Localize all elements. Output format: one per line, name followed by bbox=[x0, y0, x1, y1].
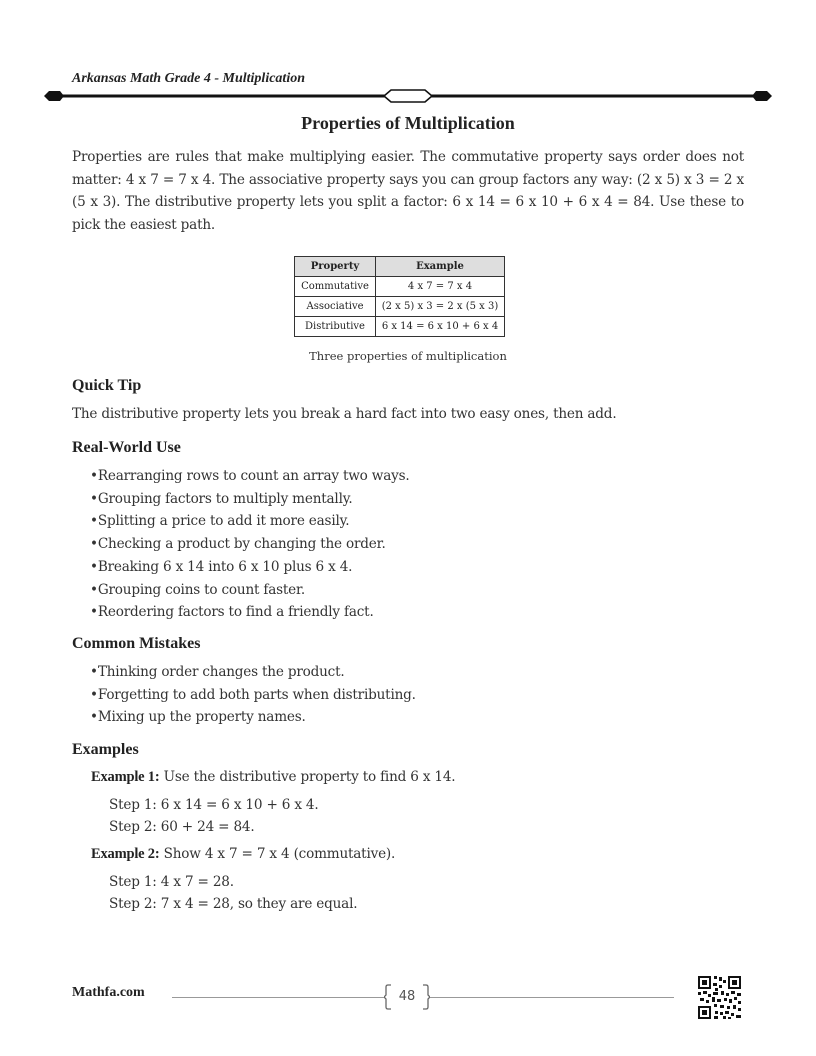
section-heading-examples: Examples bbox=[72, 741, 139, 758]
intro-paragraph: Properties are rules that make multiplying easier. The commutative property says order does not matter: 4 x 7 = 7 x 4. The associative property says you can group factors any way: (2 x 5) x 3 = 2 x (5 x 3). The distributive property lets you split a factor: 6 x 14 = 6 x 10 + 6 x 4 = 84. Use these to pick the easiest path. bbox=[72, 149, 744, 233]
list-item: • Rearranging rows to count an array two ways. bbox=[90, 465, 409, 488]
section-heading-real-world: Real-World Use bbox=[72, 439, 181, 456]
list-item: • Thinking order changes the product. bbox=[90, 661, 416, 684]
table-cell: Distributive bbox=[295, 317, 376, 337]
page-title: Properties of Multiplication bbox=[301, 113, 515, 133]
qr-code-icon bbox=[697, 975, 742, 1020]
header-rule bbox=[44, 88, 772, 104]
list-item: • Reordering factors to find a friendly fact. bbox=[90, 601, 409, 624]
table-row bbox=[295, 297, 505, 317]
quick-tip-text: The distributive property lets you break a hard fact into two easy ones, then add. bbox=[72, 406, 617, 422]
list-item: • Grouping factors to multiply mentally. bbox=[90, 488, 409, 511]
mistakes-list bbox=[90, 661, 416, 729]
section-heading-mistakes: Common Mistakes bbox=[72, 635, 201, 652]
table-header-row bbox=[295, 257, 505, 277]
list-item: • Breaking 6 x 14 into 6 x 10 plus 6 x 4. bbox=[90, 556, 409, 579]
table-row bbox=[295, 317, 505, 337]
footer-rule bbox=[430, 997, 674, 998]
footer-brand: Mathfa.com bbox=[72, 985, 145, 1000]
example-prompt: Use the distributive property to find 6 x 14. bbox=[163, 769, 456, 785]
table-cell: 4 x 7 = 7 x 4 bbox=[376, 277, 505, 297]
table-header-cell: Example bbox=[376, 257, 505, 277]
table-cell: Commutative bbox=[295, 277, 376, 297]
table-header-cell: Property bbox=[295, 257, 376, 277]
example-step: Step 1: 6 x 14 = 6 x 10 + 6 x 4. bbox=[109, 797, 319, 813]
properties-table bbox=[294, 256, 505, 337]
section-heading-quick-tip: Quick Tip bbox=[72, 377, 142, 394]
table-row bbox=[295, 277, 505, 297]
example-step: Step 1: 4 x 7 = 28. bbox=[109, 874, 234, 890]
example-label: Example 2: bbox=[91, 846, 160, 862]
footer-rule bbox=[172, 997, 384, 998]
table-cell: (2 x 5) x 3 = 2 x (5 x 3) bbox=[376, 297, 505, 317]
list-item: • Forgetting to add both parts when distributing. bbox=[90, 684, 416, 707]
list-item: • Splitting a price to add it more easily. bbox=[90, 510, 409, 533]
list-item: • Grouping coins to count faster. bbox=[90, 579, 409, 602]
table-caption: Three properties of multiplication bbox=[309, 349, 507, 363]
list-item: • Mixing up the property names. bbox=[90, 706, 416, 729]
table-cell: 6 x 14 = 6 x 10 + 6 x 4 bbox=[376, 317, 505, 337]
example-step: Step 2: 60 + 24 = 84. bbox=[109, 819, 255, 835]
real-world-list bbox=[90, 465, 409, 624]
example-prompt: Show 4 x 7 = 7 x 4 (commutative). bbox=[163, 846, 396, 862]
running-header-title: Arkansas Math Grade 4 - Multiplication bbox=[72, 71, 305, 86]
example-2 bbox=[91, 846, 395, 863]
example-1 bbox=[91, 769, 455, 786]
page-number: 48 bbox=[398, 989, 416, 1004]
list-item: • Checking a product by changing the order. bbox=[90, 533, 409, 556]
example-step: Step 2: 7 x 4 = 28, so they are equal. bbox=[109, 896, 358, 912]
table-cell: Associative bbox=[295, 297, 376, 317]
example-label: Example 1: bbox=[91, 769, 160, 785]
